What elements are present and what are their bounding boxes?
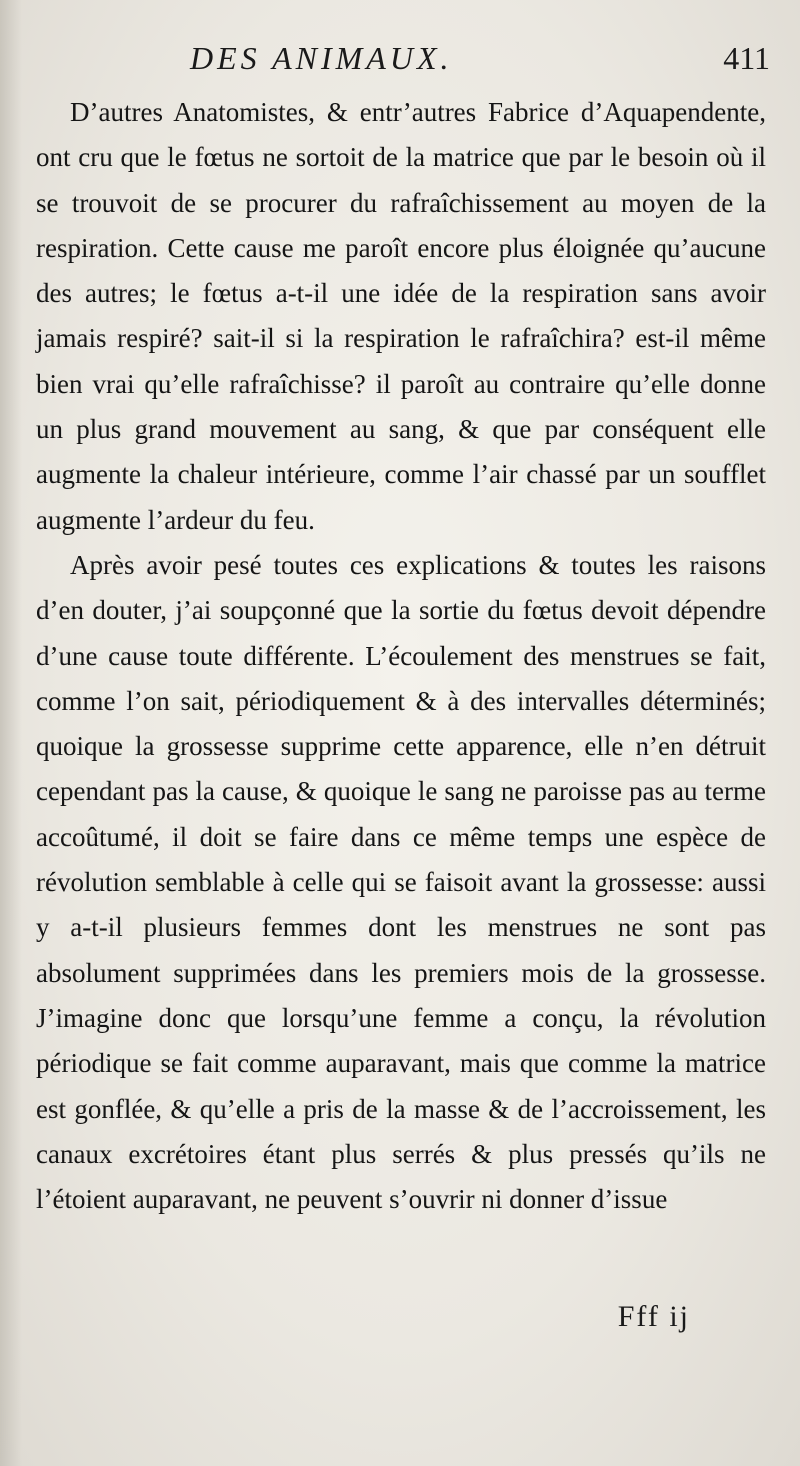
page-number: 411 — [723, 40, 770, 76]
signature-mark: Fff ij — [617, 1300, 690, 1333]
paragraph: Après avoir pesé toutes ces explications & toutes les raisons d’en douter, j’ai soupçonné que la sortie du fœtus devoit dépendre d’une cause toute différente. L’écoulement des menstrues se fait, comme l’on sait, périodiquement & à des intervalles déterminés; quoique la grossesse supprime cette apparence, elle n’en détruit cependant pas la cause, & quoique le sang ne paroisse pas au terme accoûtumé, il doit se faire dans ce même temps une espèce de révolution semblable à celle qui se faisoit avant la grossesse: aussi y a-t-il plusieurs femmes dont les menstrues ne sont pas absolument supprimées dans les premiers mois de la grossesse. J’imagine donc que lorsqu’une femme a conçu, la révolution périodique se fait comme auparavant, mais que comme la matrice est gonflée, & qu’elle a pris de la masse & de l’accroissement, les canaux excrétoires étant plus serrés & plus pressés qu’ils ne l’étoient auparavant, ne peuvent s’ouvrir ni donner d’issue — [36, 549, 766, 1215]
body-text — [36, 90, 766, 1222]
page-header — [180, 40, 770, 90]
running-title: DES ANIMAUX. — [190, 40, 453, 76]
paragraph: D’autres Anatomistes, & entr’autres Fabrice d’Aquapendente, ont cru que le fœtus ne sortoit de la matrice que par le besoin où il se trouvoit de se procurer du rafraîchissement au moyen de la respiration. Cette cause me paroît encore plus éloignée qu’aucune des autres; le fœtus a-t-il une idée de la respiration sans avoir jamais respiré? sait-il si la respiration le rafraîchira? est-il même bien vrai qu’elle rafraîchisse? il paroît au contraire qu’elle donne un plus grand mouvement au sang, & que par conséquent elle augmente la chaleur intérieure, comme l’air chassé par un soufflet augmente l’ardeur du feu. — [36, 97, 766, 535]
